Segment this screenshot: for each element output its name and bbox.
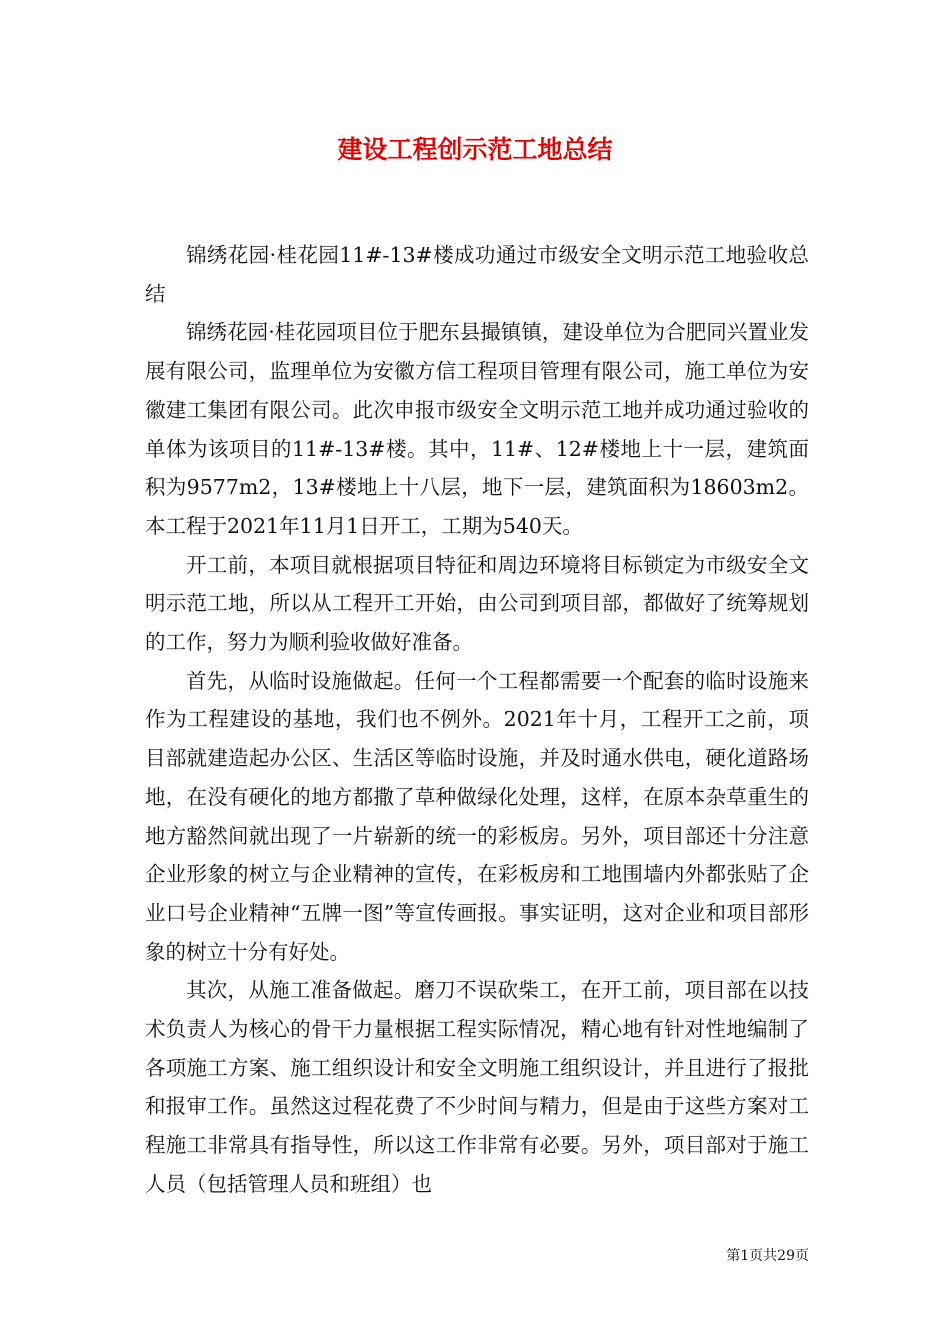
- page-number: 第1页共29页: [726, 1248, 809, 1264]
- paragraph-preparation-goal: 开工前，本项目就根据项目特征和周边环境将目标锁定为市级安全文明示范工地，所以从工程开工开始，由公司到项目部，都做好了统筹规划的工作，努力为顺利验收做好准备。: [145, 552, 809, 655]
- document-title: 建设工程创示范工地总结: [337, 135, 613, 164]
- paragraph-subtitle: 锦绣花园·桂花园11#-13#楼成功通过市级安全文明示范工地验收总结: [145, 243, 809, 306]
- paragraph-project-overview: 锦绣花园·桂花园项目位于肥东县撮镇镇，建设单位为合肥同兴置业发展有限公司，监理单位为安徽方信工程项目管理有限公司，施工单位为安徽建工集团有限公司。此次申报市级安全文明示范工地并成功通过验收的单体为该项目的11#-13#楼。其中，11#、12#楼地上十一层，建筑面积为9577m2，13#楼地上十八层，地下一层，建筑面积为18603m2。本工程于2021年11月1日开工，工期为540天。: [145, 320, 809, 538]
- document-body: [145, 236, 809, 1204]
- paragraph-construction-preparation: 其次，从施工准备做起。磨刀不误砍柴工，在开工前，项目部在以技术负责人为核心的骨干力量根据工程实际情况，精心地有针对性地编制了各项施工方案、施工组织设计和安全文明施工组织设计，并且进行了报批和报审工作。虽然这过程花费了不少时间与精力，但是由于这些方案对工程施工非常具有指导性，所以这工作非常有必要。另外，项目部对于施工人员（包括管理人员和班组）也: [145, 978, 809, 1196]
- paragraph-temporary-facilities: 首先，从临时设施做起。任何一个工程都需要一个配套的临时设施来作为工程建设的基地，我们也不例外。2021年十月，工程开工之前，项目部就建造起办公区、生活区等临时设施，并及时通水供电，硬化道路场地，在没有硬化的地方都撒了草种做绿化处理，这样，在原本杂草重生的地方豁然间就出现了一片崭新的统一的彩板房。另外，项目部还十分注意企业形象的树立与企业精神的宣传，在彩板房和工地围墙内外都张贴了企业口号企业精神“五牌一图”等宣传画报。事实证明，这对企业和项目部形象的树立十分有好处。: [145, 668, 809, 964]
